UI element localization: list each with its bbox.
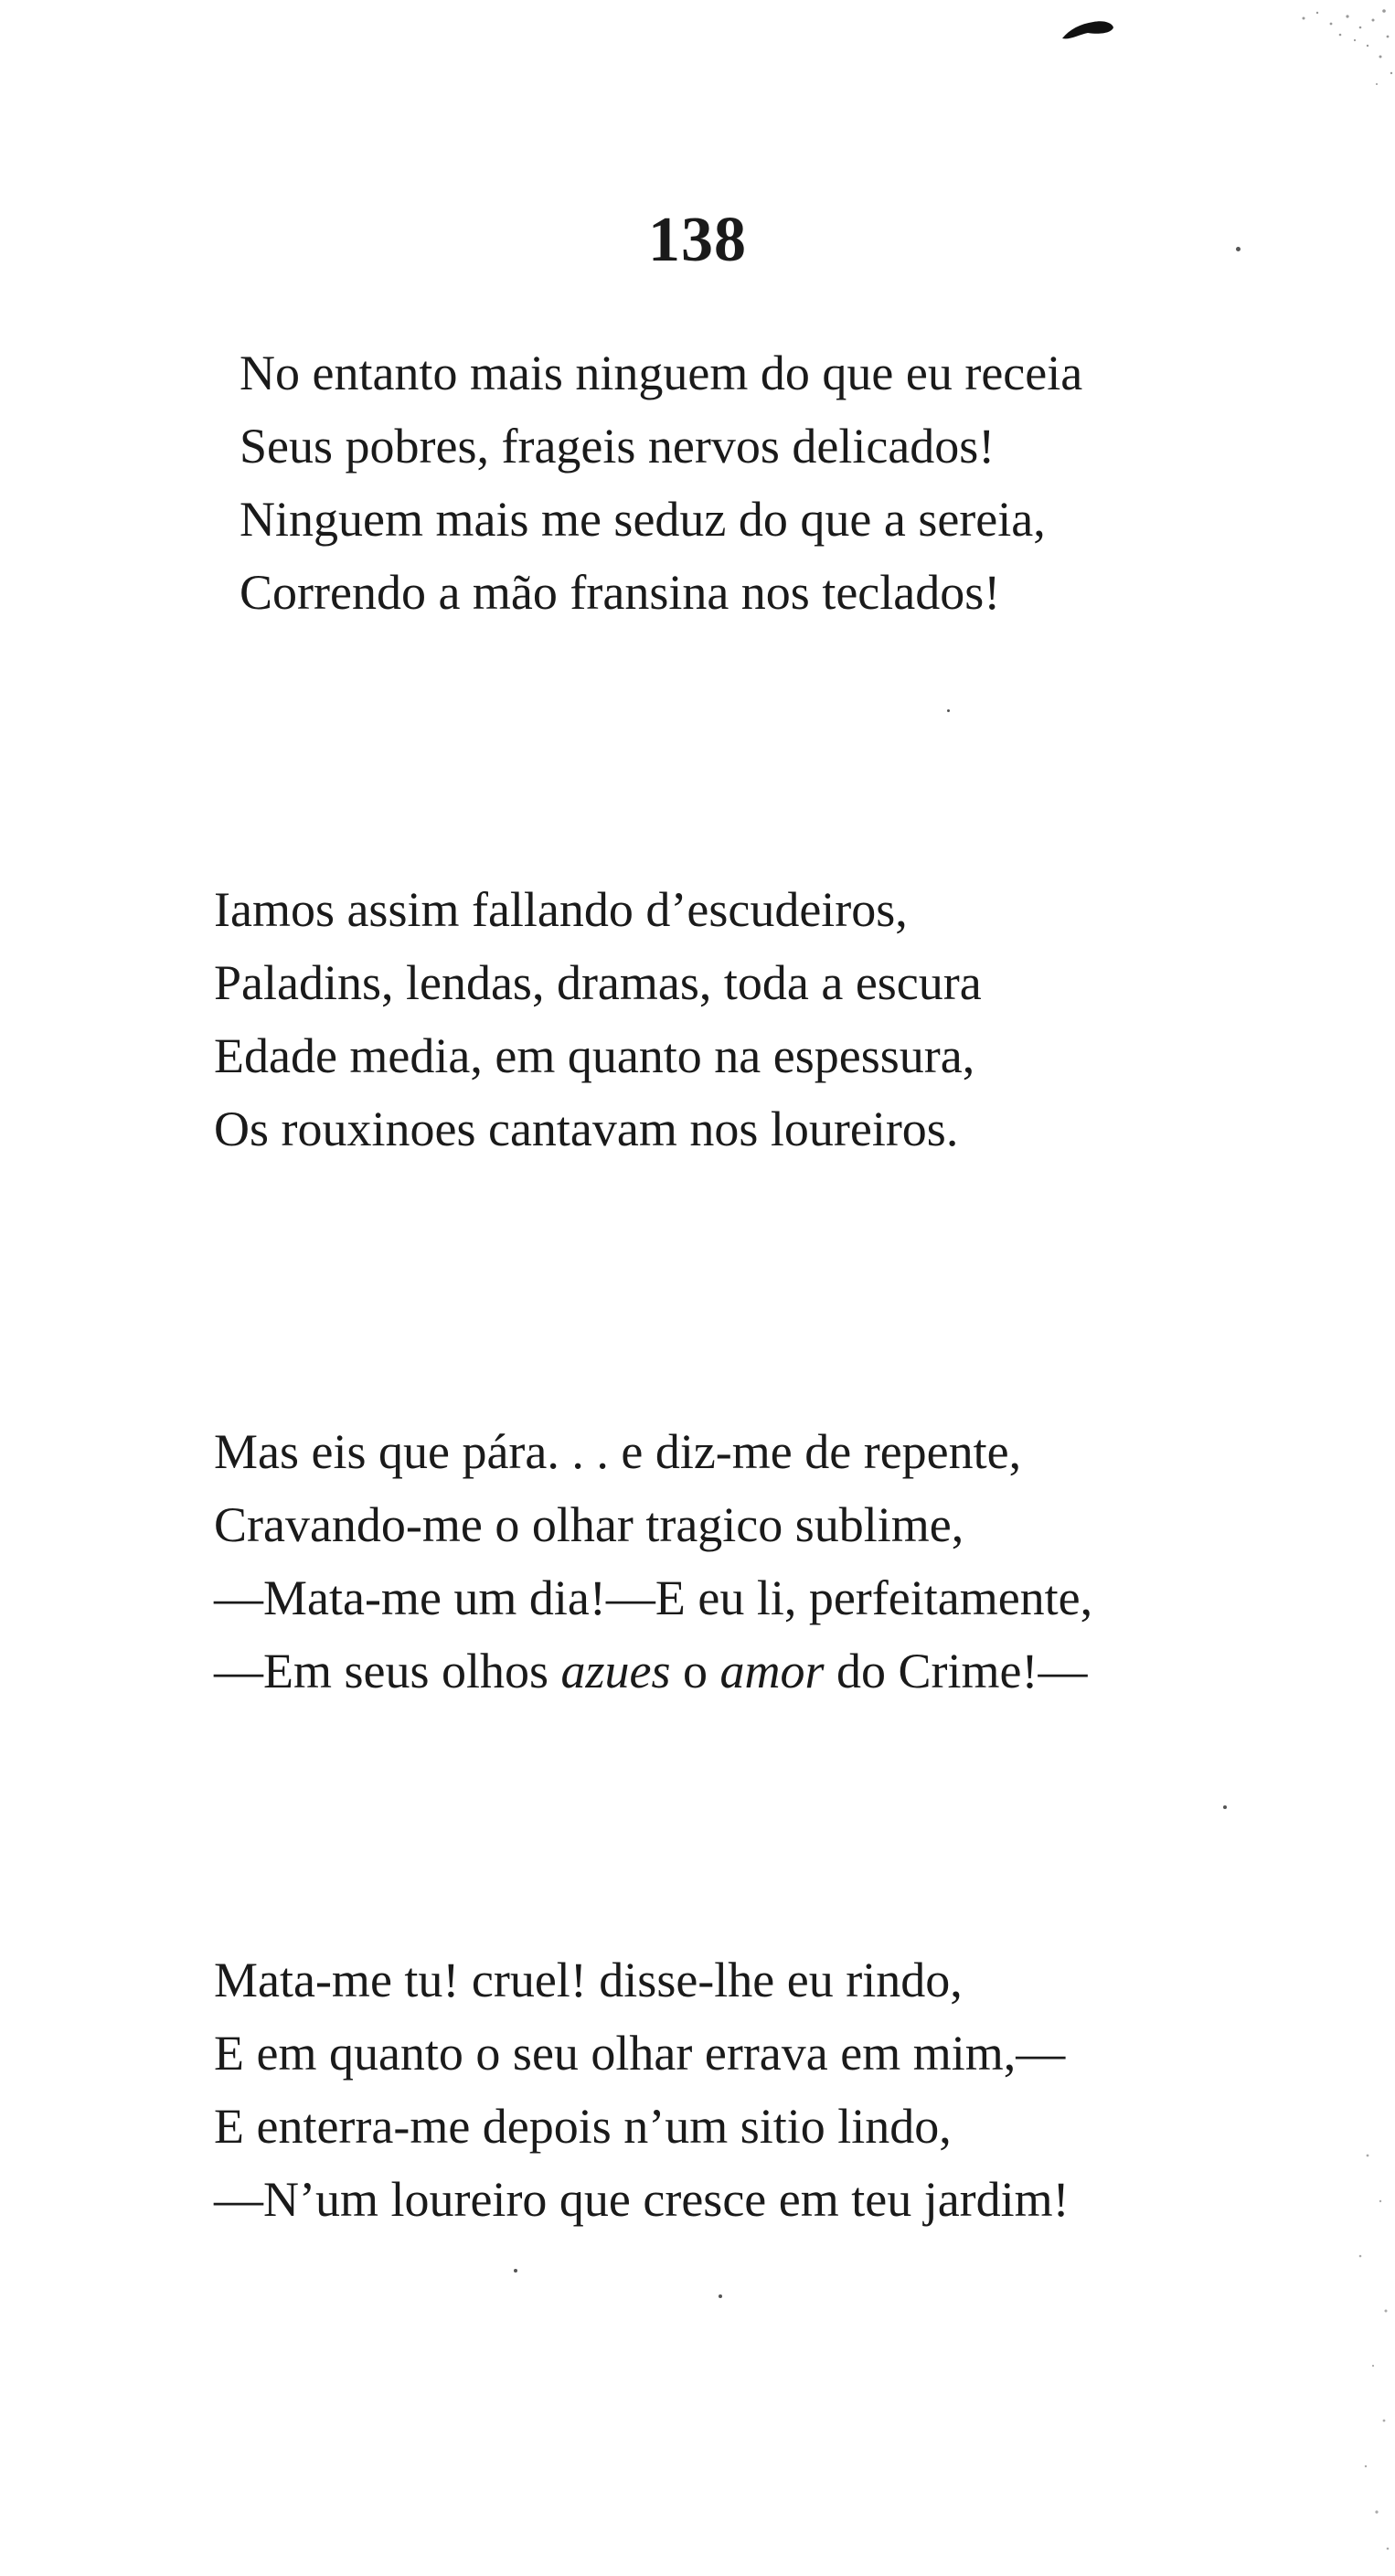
speck	[514, 2269, 517, 2273]
scan-noise-top-right	[1285, 0, 1395, 110]
verse-line: Paladins, lendas, dramas, toda a escura	[214, 955, 982, 1010]
ink-blot-icon	[1060, 16, 1115, 42]
verse-italic-fragment: azues	[560, 1644, 671, 1698]
stanza-3	[214, 1415, 1092, 1708]
verse-fragment: —Em seus olhos	[214, 1644, 561, 1698]
verse-line: Edade media, em quanto na espessura,	[214, 1028, 975, 1083]
verse-line: Seus pobres, frageis nervos delicados!	[240, 419, 996, 474]
verse-line: Mas eis que pára. . . e diz-me de repente,	[214, 1424, 1022, 1479]
verse-italic-fragment: amor	[719, 1644, 825, 1698]
verse-fragment: o	[670, 1644, 720, 1698]
stanza-1	[240, 336, 1082, 629]
verse-line: E em quanto o seu olhar errava em mim,—	[214, 2026, 1066, 2081]
verse-fragment: do Crime!—	[824, 1644, 1088, 1698]
verse-line: Ninguem mais me seduz do que a sereia,	[240, 492, 1046, 547]
verse-line: Iamos assim fallando d’escudeiros,	[214, 882, 908, 937]
verse-line: —Mata-me um dia!—E eu li, perfeitamente,	[214, 1570, 1093, 1625]
page-number: 138	[648, 205, 747, 275]
stanza-4	[214, 1943, 1070, 2236]
speck	[1223, 1805, 1227, 1809]
verse-line: Mata-me tu! cruel! disse-lhe eu rindo,	[214, 1953, 963, 2007]
verse-line: Cravando-me o olhar tragico sublime,	[214, 1497, 964, 1552]
speck	[719, 2294, 722, 2298]
verse-line: E enterra-me depois n’um sitio lindo,	[214, 2099, 952, 2154]
stanza-2	[214, 873, 982, 1166]
verse-line: Os rouxinoes cantavam nos loureiros.	[214, 1102, 959, 1156]
speck	[947, 709, 950, 712]
verse-line-mixed	[214, 1634, 1092, 1708]
verse-line: —N’um loureiro que cresce em teu jardim!	[214, 2172, 1070, 2227]
verse-line: Correndo a mão fransina nos teclados!	[240, 565, 1001, 620]
verse-line: No entanto mais ninguem do que eu receia	[240, 346, 1083, 400]
scan-noise-bottom-right	[1340, 2119, 1395, 2576]
